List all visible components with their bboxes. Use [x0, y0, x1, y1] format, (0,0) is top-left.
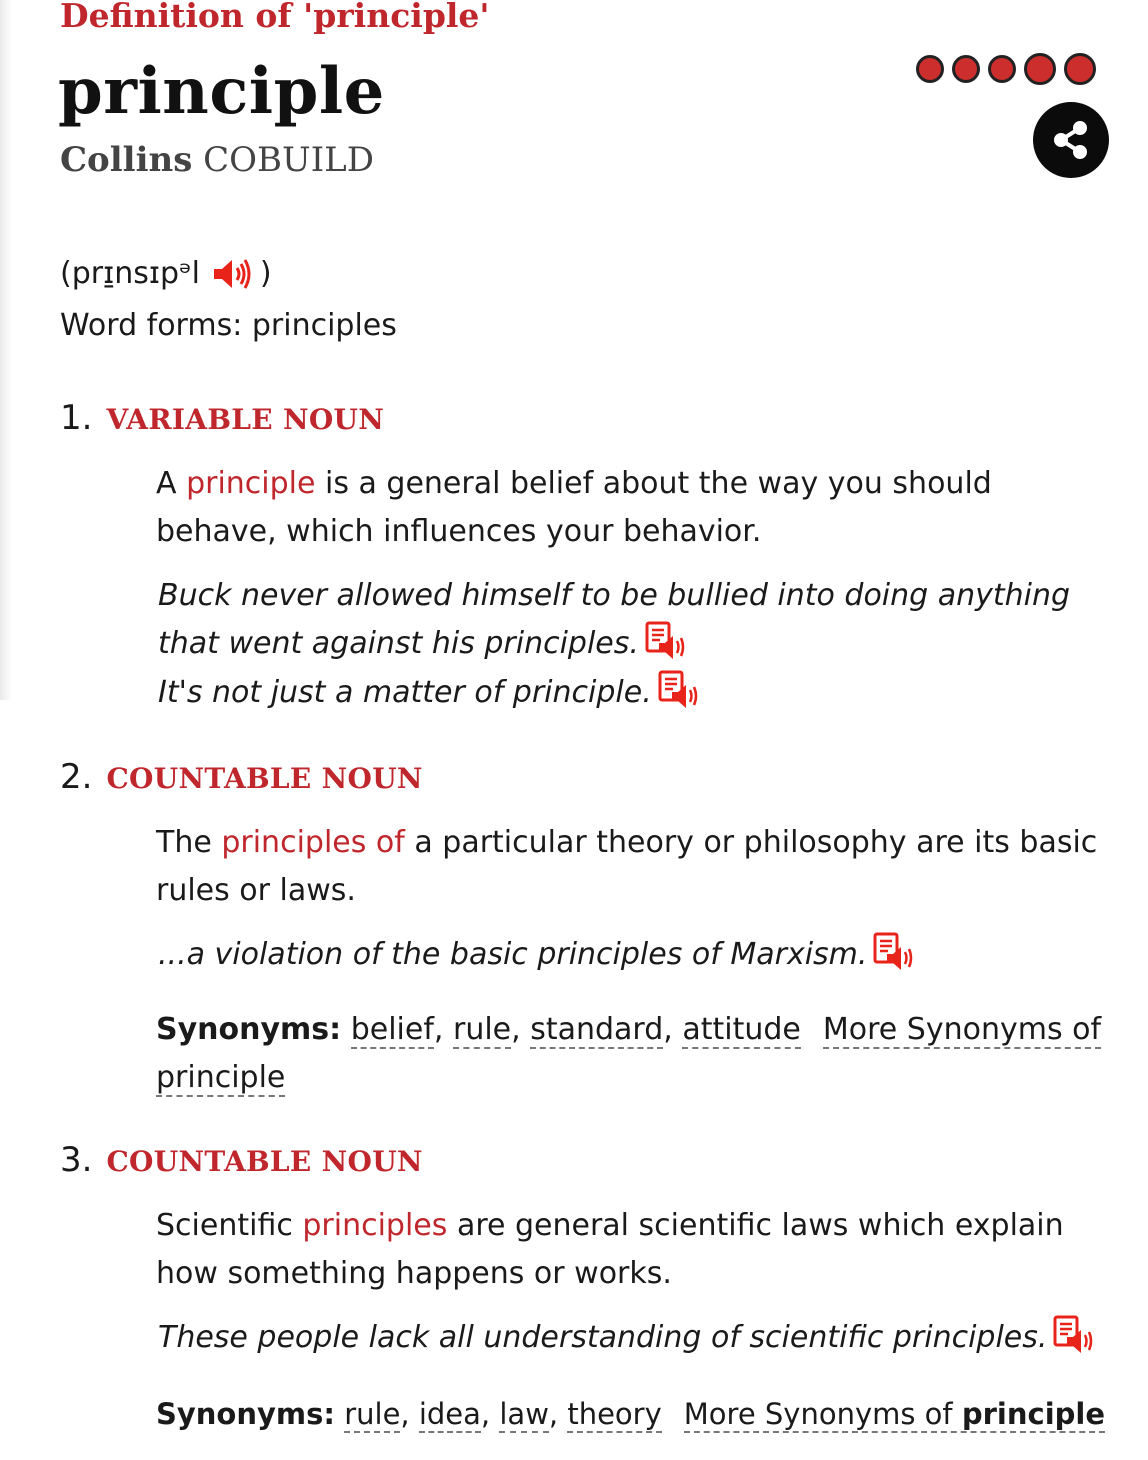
pronunciation-ipa: prɪ̱nsɪpᵊl [71, 256, 200, 291]
word-forms: Word forms: principles [60, 308, 397, 343]
frequency-dot [1064, 53, 1096, 85]
pronunciation: ( prɪ̱nsɪpᵊl ) [60, 256, 272, 291]
left-edge-shadow [0, 0, 12, 700]
synonym-link[interactable]: standard [530, 1012, 664, 1047]
sense-2-definition: The principles of a particular theory or philosophy are its basic rules or laws. [156, 825, 1098, 908]
frequency-dot [988, 55, 1016, 83]
example-audio-button[interactable] [873, 932, 915, 987]
speaker-icon [212, 257, 254, 291]
source-brand: Collins [60, 140, 193, 180]
sense-1-example-2: It's not just a matter of principle. [158, 669, 1098, 725]
example-audio-icon [645, 621, 687, 661]
sense-1-example-1: Buck never allowed himself to be bullied into doing anything that went against his principles. [158, 572, 1098, 676]
sense-2-header [60, 757, 423, 797]
synonym-link[interactable]: theory [567, 1397, 662, 1431]
sense-number: 2. [60, 757, 93, 797]
example-audio-button[interactable] [658, 670, 700, 725]
frequency-dot [916, 55, 944, 83]
sense-3-example-1: These people lack all understanding of scientific principles. [158, 1314, 1098, 1370]
synonym-link[interactable]: rule [344, 1397, 401, 1431]
example-audio-icon [658, 670, 700, 710]
synonym-link[interactable]: rule [452, 1012, 512, 1047]
sense-1-header [60, 398, 384, 438]
sense-1-definition: A principle is a general belief about the way you should behave, which influences your behavior. [156, 466, 992, 549]
synonym-link[interactable]: belief [350, 1012, 434, 1047]
part-of-speech: COUNTABLE NOUN [106, 1145, 423, 1178]
sense-3-definition: Scientific principles are general scientific laws which explain how something happens or works. [156, 1208, 1064, 1291]
headword: principle [58, 54, 385, 129]
part-of-speech: COUNTABLE NOUN [106, 762, 423, 795]
sense-3-synonyms: Synonyms: rule, idea, law, theory More Synonyms of principle [156, 1397, 1106, 1431]
more-synonyms-link[interactable]: More Synonyms of principle [156, 1012, 1102, 1095]
sense-2-synonyms: Synonyms: belief, rule, standard, attitude More Synonyms of principle [156, 1012, 1102, 1095]
sense-number: 1. [60, 398, 93, 438]
synonyms-label: Synonyms: [156, 1397, 335, 1431]
part-of-speech: VARIABLE NOUN [106, 403, 385, 436]
synonym-link[interactable]: attitude [682, 1012, 801, 1047]
sense-3-header [60, 1140, 423, 1180]
definition-keyword: principles of [221, 825, 405, 860]
frequency-dot [1024, 53, 1056, 85]
frequency-indicator [916, 55, 1096, 85]
share-icon [1049, 118, 1093, 162]
sense-2-example-1: ...a violation of the basic principles of Marxism. [158, 931, 1098, 987]
source-name: COBUILD [203, 140, 374, 180]
synonyms-label: Synonyms: [156, 1012, 342, 1047]
dictionary-source [60, 140, 374, 180]
definition-of-title: Definition of 'principle' [60, 0, 490, 35]
example-audio-icon [1053, 1315, 1095, 1355]
example-audio-button[interactable] [645, 621, 687, 676]
definition-keyword: principle [186, 466, 316, 501]
synonym-link[interactable]: idea [418, 1397, 481, 1431]
synonym-link[interactable]: law [499, 1397, 549, 1431]
share-button[interactable] [1033, 102, 1109, 178]
example-audio-button[interactable] [1053, 1315, 1095, 1370]
sense-number: 3. [60, 1140, 93, 1180]
example-audio-icon [873, 932, 915, 972]
definition-keyword: principles [302, 1208, 448, 1243]
more-synonyms-link[interactable]: More Synonyms of principle [683, 1397, 1106, 1431]
pronunciation-audio-button[interactable] [212, 257, 254, 291]
frequency-dot [952, 55, 980, 83]
